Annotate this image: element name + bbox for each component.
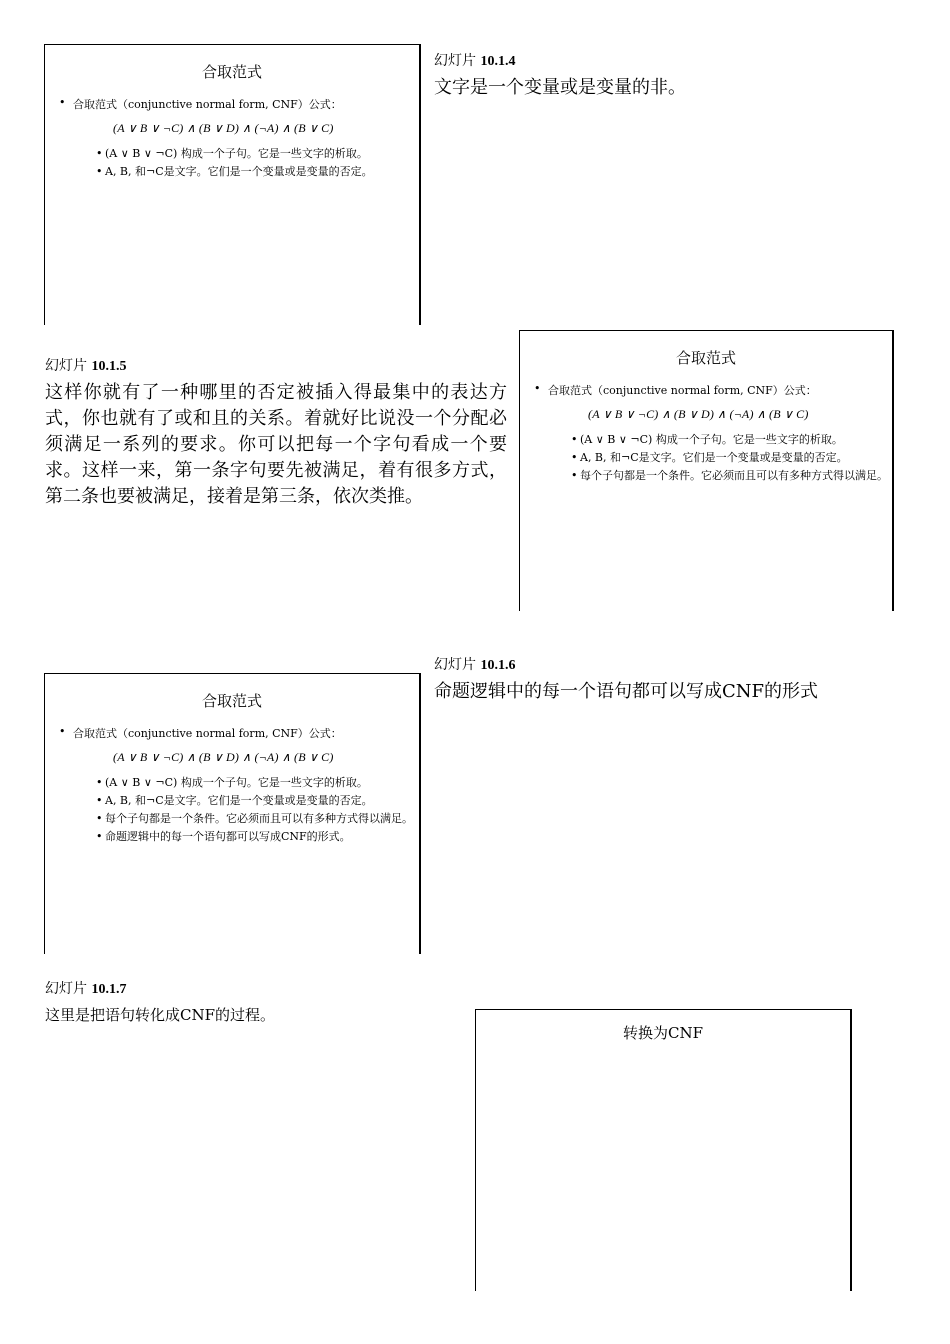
slide-note-1 bbox=[434, 48, 934, 101]
slide-title: 合取范式 bbox=[201, 63, 262, 81]
bullet-icon: • bbox=[534, 382, 541, 395]
slide-subbullet: • A, B, 和¬C是文字。它们是一个变量或是变量的否定。 bbox=[96, 794, 373, 807]
slide-note-4 bbox=[45, 976, 465, 1027]
slide-title: 合取范式 bbox=[201, 692, 262, 710]
bullet-icon: • bbox=[59, 725, 66, 738]
slide-note-3 bbox=[434, 652, 934, 705]
note-text: 文字是一个变量或是变量的非。 bbox=[434, 77, 686, 98]
slide-bullet bbox=[59, 96, 419, 112]
bullet-icon: • bbox=[571, 451, 578, 464]
slide-subbullet: • A, B, 和¬C是文字。它们是一个变量或是变量的否定。 bbox=[96, 165, 373, 178]
note-text: 这里是把语句转化成CNF的过程。 bbox=[45, 1006, 276, 1024]
cnf-formula: (A ∨ B ∨ ¬C) ∧ (B ∨ D) ∧ (¬A) ∧ (B ∨ C) bbox=[113, 750, 334, 764]
slide-subbullet: • (A ∨ B ∨ ¬C) 构成一个子句。它是一些文字的析取。 bbox=[571, 433, 843, 446]
bullet-icon: • bbox=[96, 812, 103, 825]
slide-intro: 合取范式（conjunctive normal form, CNF）公式： bbox=[548, 384, 817, 397]
slide-subbullet: • (A ∨ B ∨ ¬C) 构成一个子句。它是一些文字的析取。 bbox=[96, 776, 368, 789]
note-label: 幻灯片 10.1.4 bbox=[434, 53, 516, 69]
bullet-icon: • bbox=[59, 96, 66, 109]
note-label: 幻灯片 10.1.7 bbox=[45, 981, 127, 997]
slide-thumbnail-1 bbox=[44, 44, 421, 325]
slide-thumbnail-2 bbox=[519, 330, 894, 611]
bullet-icon: • bbox=[96, 794, 103, 807]
bullet-icon: • bbox=[96, 165, 103, 178]
slide-note-2 bbox=[45, 353, 507, 510]
slide-subbullet: • 命题逻辑中的每一个语句都可以写成CNF的形式。 bbox=[96, 830, 351, 843]
slide-title: 合取范式 bbox=[675, 349, 736, 367]
note-label: 幻灯片 10.1.5 bbox=[45, 358, 127, 374]
slide-bullet bbox=[534, 382, 892, 398]
bullet-icon: • bbox=[96, 147, 103, 160]
slide-thumbnail-3 bbox=[44, 673, 421, 954]
slide-subbullet: • 每个子句都是一个条件。它必须而且可以有多种方式得以满足。 bbox=[96, 812, 413, 825]
slide-intro: 合取范式（conjunctive normal form, CNF）公式： bbox=[73, 727, 342, 740]
note-label: 幻灯片 10.1.6 bbox=[434, 657, 516, 673]
bullet-icon: • bbox=[571, 433, 578, 446]
note-text: 这样你就有了一种哪里的否定被插入得最集中的表达方式，你也就有了或和且的关系。着就好比说没一个分配必须满足一系列的要求。你可以把每一个字句看成一个要求。这样一来，第一条字句要先被满足，着有很多方式，第二条也要被满足，接着是第三条，依次类推。 bbox=[45, 382, 507, 507]
slide-thumbnail-4 bbox=[475, 1009, 852, 1291]
slide-subbullet: • 每个子句都是一个条件。它必须而且可以有多种方式得以满足。 bbox=[571, 469, 888, 482]
slide-subbullet: • (A ∨ B ∨ ¬C) 构成一个子句。它是一些文字的析取。 bbox=[96, 147, 368, 160]
bullet-icon: • bbox=[571, 469, 578, 482]
note-text: 命题逻辑中的每一个语句都可以写成CNF的形式 bbox=[434, 681, 819, 702]
slide-bullet bbox=[59, 725, 419, 741]
cnf-formula: (A ∨ B ∨ ¬C) ∧ (B ∨ D) ∧ (¬A) ∧ (B ∨ C) bbox=[113, 121, 334, 135]
slide-subbullet: • A, B, 和¬C是文字。它们是一个变量或是变量的否定。 bbox=[571, 451, 848, 464]
slide-title: 转换为CNF bbox=[622, 1024, 703, 1042]
bullet-icon: • bbox=[96, 776, 103, 789]
slide-intro: 合取范式（conjunctive normal form, CNF）公式： bbox=[73, 98, 342, 111]
cnf-formula: (A ∨ B ∨ ¬C) ∧ (B ∨ D) ∧ (¬A) ∧ (B ∨ C) bbox=[588, 407, 809, 421]
bullet-icon: • bbox=[96, 830, 103, 843]
